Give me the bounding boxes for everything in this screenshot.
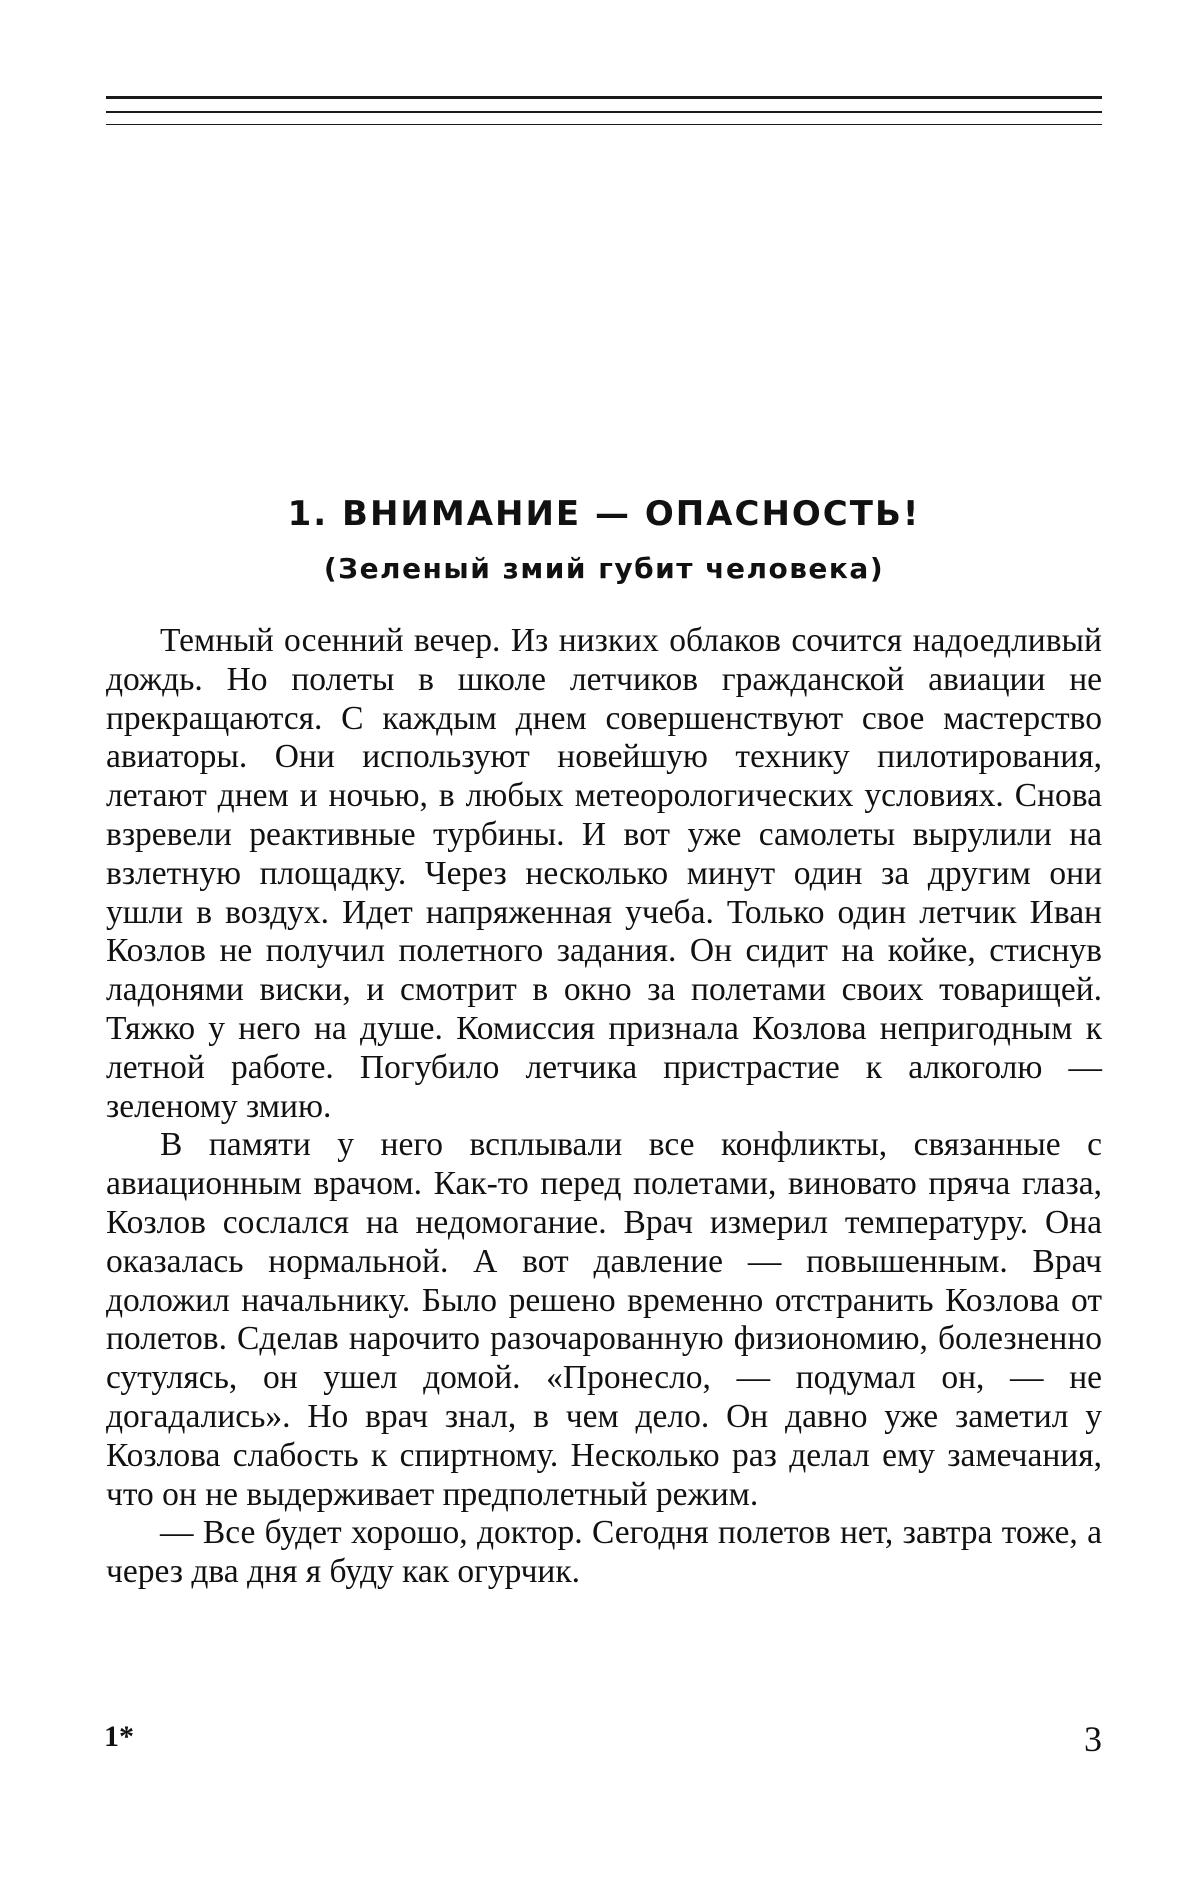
paragraph-3: — Все будет хорошо, доктор. Сегодня полетов нет, завтра тоже, а через два дня я буду как огурчик. bbox=[106, 1514, 1102, 1591]
chapter-title: 1. ВНИМАНИЕ — ОПАСНОСТЬ! bbox=[287, 494, 921, 534]
page-number: 3 bbox=[1084, 1719, 1102, 1759]
header-rule-bottom bbox=[106, 124, 1102, 125]
header-rule-top bbox=[106, 96, 1102, 99]
body-text bbox=[106, 622, 1102, 1592]
paragraph-2: В памяти у него всплывали все конфликты, связанные с авиационным врачом. Как-то перед полетами, виновато пряча глаза, Козлов сослался на недомогание. Врач измерил температуру. Она оказалась нормальной. А вот давление — повышенным. Врач доложил начальнику. Было решено временно отстранить Козлова от полетов. Сделав нарочито разочарованную физиономию, болезненно сутулясь, он ушел домой. «Пронесло, — подумал он, — не догадались». Но врач знал, в чем дело. Он давно уже заметил у Козлова слабость к спиртному. Несколько раз делал ему замечания, что он не выдерживает предполетный режим. bbox=[106, 1126, 1102, 1513]
printer-signature: 1* bbox=[104, 1720, 134, 1753]
chapter-subtitle: (Зеленый змий губит человека) bbox=[323, 552, 885, 585]
header-rule-middle bbox=[106, 111, 1102, 113]
paragraph-1: Темный осенний вечер. Из низких облаков сочится надоедливый дождь. Но полеты в школе летчиков гражданской авиации не прекращаются. С каждым днем совершенствуют свое мастерство авиаторы. Они используют новейшую технику пилотирования, летают днем и ночью, в любых метеорологических условиях. Снова взревели реактивные турбины. И вот уже самолеты вырулили на взлетную площадку. Через несколько минут один за другим они ушли в воздух. Идет напряженная учеба. Только один летчик Иван Козлов не получил полетного задания. Он сидит на койке, стиснув ладонями виски, и смотрит в окно за полетами своих товарищей. Тяжко у него на душе. Комиссия признала Козлова непригодным к летной работе. Погубило летчика пристрастие к алкоголю — зеленому змию. bbox=[106, 622, 1102, 1125]
